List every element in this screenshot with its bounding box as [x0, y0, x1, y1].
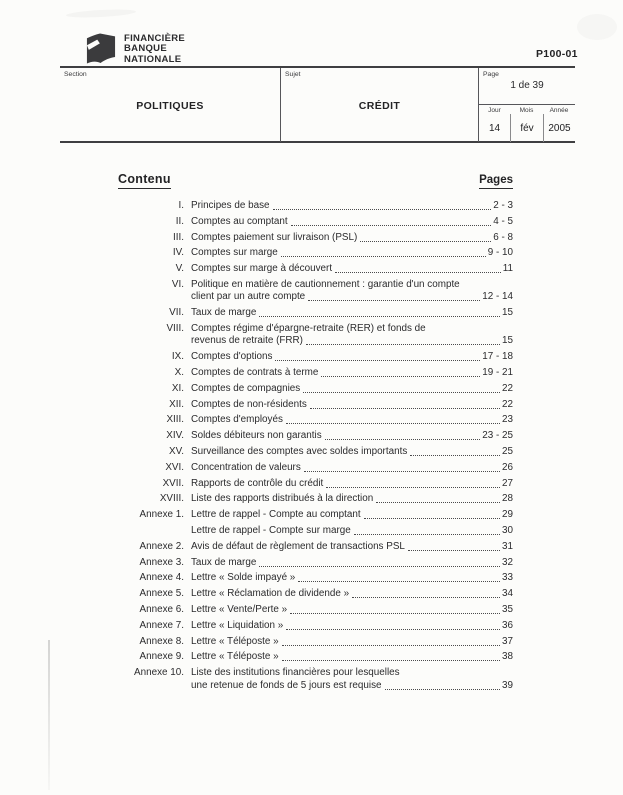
sujet-value: CRÉDIT	[358, 100, 401, 112]
toc-entry-line	[191, 604, 513, 616]
dot-leader	[303, 392, 500, 393]
toc-entry-num: Annexe 9.	[139, 651, 184, 663]
toc-entry-num: XI.	[171, 382, 184, 394]
toc-entry-line	[191, 200, 513, 212]
dot-leader	[335, 272, 501, 273]
toc-entry-text: Comptes sur marge à découvert	[191, 263, 333, 275]
toc-entry	[118, 446, 513, 458]
toc-entry-num: Annexe 8.	[139, 635, 184, 647]
toc-entry-num: XVII.	[162, 477, 184, 489]
toc-header-row	[118, 172, 513, 189]
toc-entry-body	[191, 541, 513, 553]
toc-entry-num: III.	[173, 231, 184, 243]
toc-entry-num: XV.	[168, 445, 184, 457]
toc-entry	[118, 247, 513, 259]
toc-entry	[118, 367, 513, 379]
toc-entry-line	[191, 291, 513, 303]
toc-entry-text: Lettre de rappel - Compte sur marge	[191, 524, 351, 536]
toc-entry	[118, 323, 513, 348]
dot-leader	[308, 300, 480, 301]
toc-entry-text: Principes de base	[191, 200, 270, 211]
dot-leader	[298, 581, 500, 582]
toc-entry-line	[191, 572, 513, 584]
toc-list	[118, 200, 513, 695]
toc-entry-pages: 39	[502, 679, 513, 691]
toc-entry	[118, 462, 513, 474]
toc-entry-text: Lettre « Solde impayé »	[191, 572, 296, 584]
toc-entry-pages: 37	[502, 635, 513, 647]
toc-entry	[118, 636, 513, 648]
toc-entry-line	[191, 493, 513, 505]
toc-entry-text: Lettre « Liquidation »	[191, 619, 284, 631]
toc-entry-body	[191, 430, 513, 442]
toc-entry	[118, 557, 513, 569]
scan-artifact	[48, 640, 50, 790]
toc-entry-line	[191, 446, 513, 458]
mois-label: Mois	[519, 107, 534, 114]
toc-entry-line	[191, 335, 513, 347]
toc-entry-pages: 27	[502, 477, 513, 489]
toc-entry-pages: 6 - 8	[493, 231, 513, 243]
toc-entry-line	[191, 588, 513, 600]
toc-entry	[118, 399, 513, 411]
toc-entry	[118, 493, 513, 505]
toc-entry-num: Annexe 10.	[134, 667, 184, 679]
toc-entry-body	[191, 588, 513, 600]
toc-entry-line	[191, 399, 513, 411]
logo-line-1: FINANCIÈRE	[124, 33, 186, 44]
toc-entry-num: V.	[175, 263, 184, 275]
toc-entry-pages: 17 - 18	[482, 351, 513, 363]
toc-entry	[118, 414, 513, 426]
toc-entry-num: IX.	[171, 351, 184, 363]
dot-leader	[273, 209, 492, 210]
toc-entry-body	[191, 367, 513, 379]
toc-entry-text: Politique en matière de cautionnement : garantie d'un compte	[191, 278, 460, 290]
dot-leader	[259, 566, 500, 567]
toc-entry-body	[191, 323, 513, 348]
toc-entry	[118, 478, 513, 490]
toc-entry-pages: 9 - 10	[487, 247, 513, 259]
toc-entry-text: Lettre « Réclamation de dividende »	[191, 588, 350, 600]
toc-entry-line	[191, 383, 513, 395]
toc-entry-pages: 4 - 5	[493, 215, 513, 227]
dot-leader	[282, 660, 500, 661]
toc-entry-pages: 15	[502, 307, 513, 319]
toc-entry-text: Comptes de non-résidents	[191, 398, 307, 410]
toc-entry-pages: 30	[502, 524, 513, 536]
toc-entry-text: Comptes de compagnies	[191, 382, 301, 394]
page-value: 1 de 39	[510, 80, 544, 91]
toc-entry-body	[191, 216, 513, 228]
date-cell	[479, 105, 575, 142]
toc-entry-body	[191, 307, 513, 319]
toc-entry	[118, 588, 513, 600]
toc-entry-line	[191, 557, 513, 569]
logo-line-2: BANQUE	[124, 43, 167, 55]
toc-entry-body	[191, 572, 513, 584]
dot-leader	[326, 487, 500, 488]
dot-leader	[410, 455, 500, 456]
toc-entry-line	[191, 525, 513, 537]
toc-entry-text: Liste des rapports distribués à la direction	[191, 493, 374, 505]
toc-entry-body	[191, 399, 513, 411]
toc-entry-text: Taux de marge	[191, 556, 257, 568]
toc-entry-pages: 29	[502, 509, 513, 521]
toc-entry-num: Annexe 1.	[139, 509, 184, 521]
dot-leader	[376, 502, 500, 503]
toc-entry-body	[191, 478, 513, 490]
header-table	[60, 66, 575, 143]
toc-entry	[118, 525, 513, 537]
toc-entry-pages: 38	[502, 651, 513, 663]
page-label: Page	[483, 71, 499, 78]
toc-entry-num: XIII.	[166, 414, 184, 426]
toc-entry	[118, 541, 513, 553]
toc-entry-pages: 36	[502, 619, 513, 631]
toc-entry-num: XVIII.	[159, 493, 184, 505]
toc-entry-text: Comptes d'options	[191, 351, 273, 363]
toc-entry-body	[191, 667, 513, 692]
date-labels	[479, 105, 575, 114]
toc-entry-text: Comptes au comptant	[191, 215, 288, 227]
toc-entry	[118, 383, 513, 395]
toc-entry-line	[191, 414, 513, 426]
toc-entry-num: Annexe 3.	[139, 556, 184, 568]
toc-entry-num: I.	[178, 200, 184, 211]
toc-entry-text: Liste des institutions financières pour lesquelles	[191, 667, 400, 679]
dot-leader	[286, 423, 500, 424]
toc-entry-num: X.	[174, 366, 184, 378]
toc-entry-pages: 31	[502, 540, 513, 552]
toc-entry	[118, 430, 513, 442]
flag-icon	[86, 32, 116, 65]
toc-entry-line	[191, 478, 513, 490]
logo-line-3: NATIONALE	[124, 53, 182, 65]
toc-entry-num: XII.	[169, 398, 184, 410]
toc-entry-text: Comptes de contrats à terme	[191, 366, 319, 378]
toc-entry-text: Lettre « Téléposte »	[191, 635, 279, 647]
sujet-cell	[280, 68, 478, 142]
dot-leader	[286, 629, 500, 630]
toc-entry-line	[191, 351, 513, 363]
toc-entry-line	[191, 367, 513, 379]
mois-value: fév	[510, 114, 543, 142]
toc-entry-text: Lettre de rappel - Compte au comptant	[191, 509, 361, 521]
toc-entry-body	[191, 263, 513, 275]
annee-value: 2005	[543, 114, 575, 142]
toc-entry-pages: 28	[502, 493, 513, 505]
toc-entry	[118, 200, 513, 212]
toc-entry	[118, 263, 513, 275]
toc-entry-line	[191, 216, 513, 228]
dot-leader	[291, 225, 492, 226]
toc-entry-text: Avis de défaut de règlement de transactions PSL	[191, 540, 405, 552]
page-date-cell	[478, 68, 575, 142]
toc-entry-pages: 22	[502, 398, 513, 410]
toc-entry-num: XIV.	[166, 430, 184, 442]
dot-leader	[306, 344, 500, 345]
toc-entry-body	[191, 200, 513, 212]
toc-entry-body	[191, 279, 513, 304]
toc-entry-pages: 2 - 3	[493, 200, 513, 211]
toc-entry-num: Annexe 5.	[139, 588, 184, 600]
bank-logo	[86, 32, 185, 65]
toc-entry-body	[191, 651, 513, 663]
toc-entry-pages: 35	[502, 603, 513, 615]
toc-entry	[118, 232, 513, 244]
jour-value: 14	[488, 122, 501, 134]
toc-entry	[118, 667, 513, 692]
toc-entry-pages: 25	[502, 445, 513, 457]
toc-entry-pages: 12 - 14	[482, 291, 513, 303]
toc-entry-line	[191, 232, 513, 244]
toc-entry	[118, 651, 513, 663]
toc-entry-body	[191, 557, 513, 569]
toc-entry-text: Concentration de valeurs	[191, 461, 301, 473]
toc-entry	[118, 216, 513, 228]
toc-entry-pages: 11	[502, 263, 513, 275]
toc-entry-num	[118, 525, 191, 537]
toc-entry-text: Soldes débiteurs non garantis	[191, 430, 322, 442]
toc-entry-body	[191, 414, 513, 426]
dot-leader	[385, 689, 501, 690]
toc-entry-text: Rapports de contrôle du crédit	[191, 477, 324, 489]
dot-leader	[281, 256, 486, 257]
section-label: Section	[64, 71, 87, 78]
toc-entry-num: XVI.	[165, 461, 184, 473]
toc-entry-text: Lettre « Téléposte »	[191, 651, 279, 663]
toc-entry-pages: 15	[502, 335, 513, 347]
toc-entry-body	[191, 232, 513, 244]
dot-leader	[360, 241, 491, 242]
toc-entry	[118, 307, 513, 319]
toc-entry-text: client par un autre compte	[191, 291, 306, 303]
toc-entry-text: Lettre « Vente/Perte »	[191, 603, 288, 615]
toc-entry-text: Comptes régime d'épargne-retraite (RER) et fonds de	[191, 322, 426, 334]
toc-entry-text: Comptes d'employés	[191, 414, 283, 426]
toc-entry-text: Comptes paiement sur livraison (PSL)	[191, 231, 358, 243]
toc-entry-pages: 23 - 25	[482, 430, 513, 442]
toc-entry-pages: 23	[502, 414, 513, 426]
dot-leader	[310, 408, 500, 409]
toc-entry-num: II.	[175, 215, 184, 227]
toc-entry-line	[191, 307, 513, 319]
toc-entry-num: VII.	[169, 307, 184, 319]
dot-leader	[275, 360, 480, 361]
section-value: POLITIQUES	[136, 100, 204, 112]
pages-header: Pages	[479, 174, 513, 189]
toc-entry-text: revenus de retraite (FRR)	[191, 335, 303, 347]
toc-entry-line	[191, 247, 513, 259]
toc-entry-body	[191, 525, 513, 537]
dot-leader	[290, 613, 500, 614]
toc-entry-text: Taux de marge	[191, 307, 257, 319]
toc-entry-text: Surveillance des comptes avec soldes importants	[191, 445, 408, 457]
scan-artifact	[66, 8, 136, 19]
toc-entry-num: IV.	[172, 247, 184, 259]
toc-entry	[118, 279, 513, 304]
toc-entry-text: Comptes sur marge	[191, 247, 278, 259]
document-code: P100-01	[536, 48, 578, 60]
page-cell	[479, 68, 575, 105]
dot-leader	[259, 316, 500, 317]
toc-entry-num: VI.	[171, 278, 184, 290]
dot-leader	[352, 597, 500, 598]
toc-entry-body	[191, 446, 513, 458]
toc-entry-body	[191, 351, 513, 363]
toc-entry-line	[191, 462, 513, 474]
toc-entry-body	[191, 247, 513, 259]
toc-entry-body	[191, 604, 513, 616]
dot-leader	[325, 439, 481, 440]
toc-entry-body	[191, 620, 513, 632]
sujet-label: Sujet	[285, 71, 301, 78]
toc-entry-line	[191, 263, 513, 275]
dot-leader	[364, 518, 500, 519]
toc-entry-text: une retenue de fonds de 5 jours est requise	[191, 679, 382, 691]
toc-entry	[118, 509, 513, 521]
date-values	[479, 114, 575, 142]
scan-artifact	[577, 14, 617, 40]
toc-entry-num: Annexe 4.	[139, 572, 184, 584]
toc-entry-line	[191, 680, 513, 692]
jour-label: Jour	[488, 107, 501, 114]
toc-entry-pages: 22	[502, 382, 513, 394]
toc-entry-line	[191, 620, 513, 632]
toc-title: Contenu	[118, 172, 171, 189]
toc-entry	[118, 620, 513, 632]
logo-text	[124, 32, 185, 65]
toc-entry-line	[191, 636, 513, 648]
toc-entry-line	[191, 651, 513, 663]
dot-leader	[282, 645, 500, 646]
annee-label: Année	[549, 107, 569, 114]
toc-entry	[118, 351, 513, 363]
toc-entry-pages: 33	[502, 572, 513, 584]
toc-entry-line	[191, 430, 513, 442]
toc-entry-pages: 26	[502, 461, 513, 473]
toc-entry-body	[191, 493, 513, 505]
dot-leader	[408, 550, 500, 551]
toc-entry	[118, 572, 513, 584]
toc-entry-pages: 32	[502, 556, 513, 568]
toc-entry-pages: 19 - 21	[482, 366, 513, 378]
section-cell	[60, 68, 280, 142]
toc-entry-num: Annexe 6.	[139, 603, 184, 615]
toc-entry-line	[191, 509, 513, 521]
toc-entry-pages: 34	[502, 588, 513, 600]
dot-leader	[304, 471, 500, 472]
toc-entry	[118, 604, 513, 616]
toc-entry-num: Annexe 2.	[139, 540, 184, 552]
toc-entry-num: Annexe 7.	[139, 619, 184, 631]
toc-entry-body	[191, 509, 513, 521]
toc-entry-body	[191, 383, 513, 395]
dot-leader	[354, 534, 500, 535]
toc-entry-body	[191, 636, 513, 648]
toc-entry-body	[191, 462, 513, 474]
dot-leader	[321, 376, 480, 377]
toc-entry-line	[191, 541, 513, 553]
toc-entry-num: VIII.	[166, 322, 184, 334]
